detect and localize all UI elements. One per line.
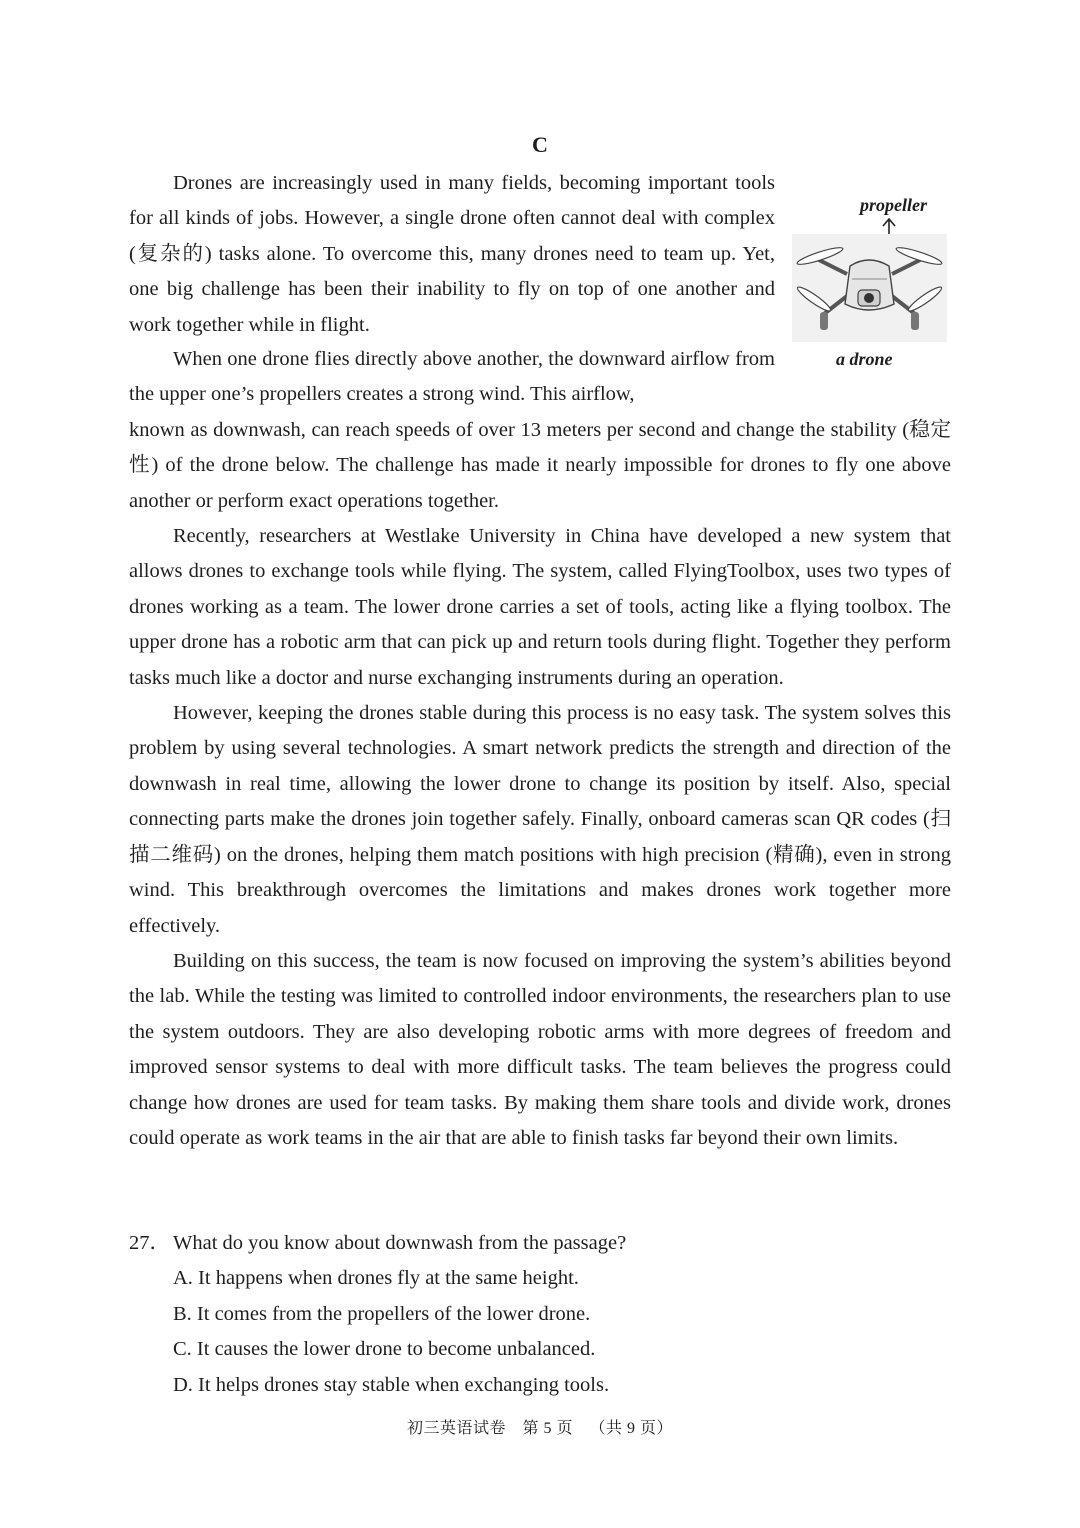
option-b: B. It comes from the propellers of the lower drone. <box>173 1302 591 1325</box>
question-27 <box>129 1226 951 1403</box>
paragraph-5: Building on this success, the team is now focused on improving the system’s abilities beyond the lab. While the testing was limited to controlled indoor environments, the researchers plan to use the system outdoors. They are also developing robotic arms with more degrees of freedom and improved sensor systems to deal with more difficult tasks. The team believes the progress could change how drones are used for team tasks. By making them share tools and divide work, drones could operate as work teams in the air that are able to finish tasks far beyond their own limits. <box>129 949 951 1149</box>
figure-caption: a drone <box>836 349 893 369</box>
option-d: D. It helps drones stay stable when exchanging tools. <box>173 1373 610 1396</box>
footer-page-number: 第 5 页 <box>522 1420 573 1437</box>
paragraph-3: Recently, researchers at Westlake University in China have developed a new system that allows drones to exchange tools while flying. The system, called FlyingToolbox, uses two types of drones working as a team. The lower drone carries a set of tools, acting like a flying toolbox. The upper drone has a robotic arm that can pick up and return tools during flight. Together they perform tasks much like a doctor and nurse exchanging instruments during an operation. <box>129 525 951 689</box>
question-number: 27． <box>129 1232 170 1254</box>
page-footer <box>0 1415 1080 1438</box>
footer-total-pages: （共 9 页） <box>589 1420 674 1437</box>
drone-icon <box>792 234 947 342</box>
paragraph-1: Drones are increasingly used in many fields, becoming important tools for all kinds of jobs. However, a single drone often cannot deal with complex (复杂的) tasks alone. To overcome this, many drones need to team up. Yet, one big challenge has been their inability to fly on top of one another and work together while in flight. <box>129 172 775 336</box>
paragraph-4: However, keeping the drones stable during this process is no easy task. The system solves this problem by using several technologies. A smart network predicts the strength and direction of the downwash in real time, allowing the lower drone to change its position by itself. Also, special connecting parts make the drones join together safely. Finally, onboard cameras scan QR codes (扫描二维码) on the drones, helping them match positions with high precision (精确), even in strong wind. This breakthrough overcomes the limitations and makes drones work together more effectively. <box>129 702 951 937</box>
paragraph-2-continuation: known as downwash, can reach speeds of over 13 meters per second and change the stability (稳定性) of the drone below. The challenge has made it nearly impossible for drones to fly one above another or perform exact operations together. <box>129 418 951 512</box>
option-c: C. It causes the lower drone to become unbalanced. <box>173 1338 596 1361</box>
section-heading: C <box>532 132 548 157</box>
figure-label-propeller: propeller <box>860 195 927 215</box>
drone-image <box>792 234 947 342</box>
question-text: What do you know about downwash from the passage? <box>173 1232 627 1254</box>
paragraph-2-opening: When one drone flies directly above another, the downward airflow from the upper one’s propellers creates a strong wind. This airflow, <box>129 348 775 406</box>
footer-title: 初三英语试卷 <box>406 1420 506 1437</box>
option-a: A. It happens when drones fly at the same height. <box>173 1267 579 1290</box>
question-stem <box>129 1226 951 1261</box>
passage-body <box>129 342 951 1156</box>
